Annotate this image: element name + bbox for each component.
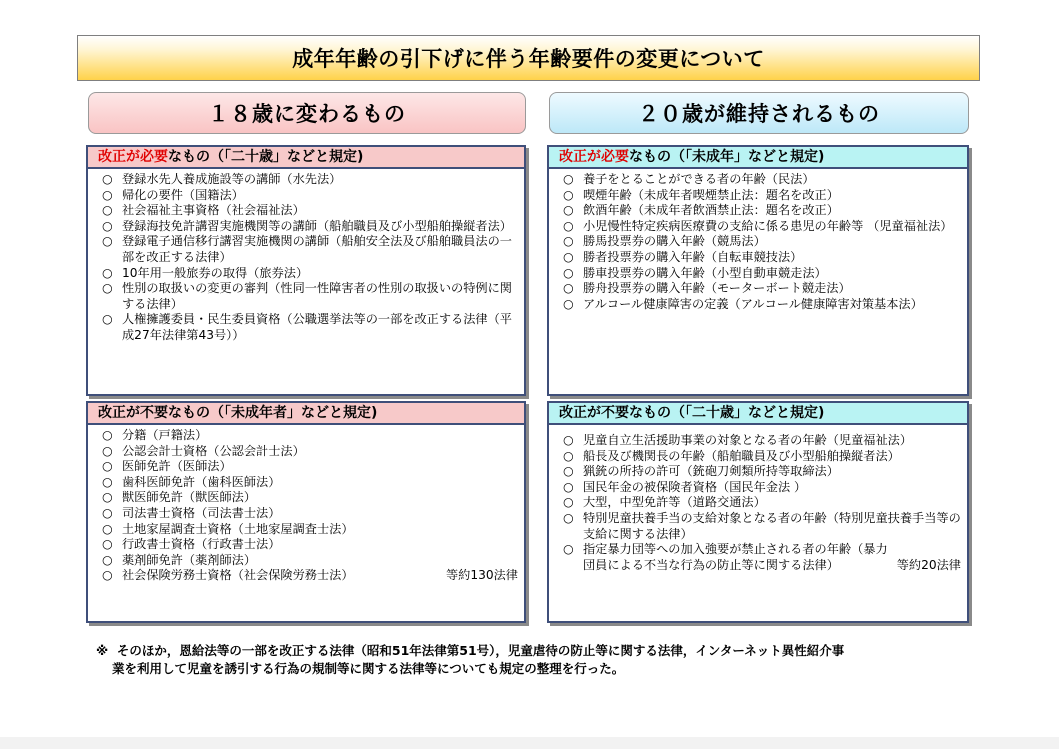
item-text: 性別の取扱いの変更の審判（性同一性障害者の性別の取扱いの特例に関する法律） [122,281,512,311]
list-item [102,522,518,538]
page-title: 成年年齢の引下げに伴う年齢要件の変更について [77,35,980,81]
item-text: 登録水先人養成施設等の講師（水先法） [122,172,342,186]
list-item [563,495,961,511]
right-column-header: ２０歳が維持されるもの [549,92,969,134]
item-text: 飲酒年齢（未成年者飲酒禁止法：題名を改正） [583,203,839,218]
list-item [563,449,961,465]
bullet-circle: ○ [563,249,574,264]
bullet-circle: ○ [563,542,574,557]
list-item [102,428,518,444]
item-text: 獣医師免許（獣医師法） [122,490,257,505]
item-text: 勝者投票券の購入年齢（自転車競技法） [583,249,803,264]
list-item [563,511,961,542]
footnote-line: 業を利用して児童を誘引する行為の規制等に関する法律等についても規定の整理を行った。 [112,661,625,676]
list-item [563,297,961,313]
list-item [563,219,961,235]
panel-18-amend-required [86,145,526,396]
item-text: 社会保険労務士資格（社会保険労務士法） [122,568,354,583]
footnote-line [96,642,976,660]
heading-text: なもの（「未成年」などと規定) [629,149,825,165]
bullet-circle: ○ [102,203,113,218]
bullet-circle: ○ [102,552,113,567]
bullet-circle: ○ [102,568,113,583]
list-item [102,234,518,265]
panel-heading [88,147,524,169]
item-tail-note: 等約130法律 [445,568,518,583]
item-text: 帰化の要件（国籍法） [122,187,244,202]
item-list [549,425,967,573]
item-text: 登録電子通信移行講習実施機関の講師（船舶安全法及び船舶職員法の一部を改正する法律） [122,234,512,264]
bullet-circle: ○ [102,265,113,280]
heading-text: なもの（「二十歳」などと規定) [168,149,364,165]
bullet-circle: ○ [563,433,574,447]
item-text: 小児慢性特定疾病医療費の支給に係る患児の年齢等 （児童福祉法） [583,218,953,233]
list-item [102,475,518,491]
bullet-circle: ○ [102,172,113,186]
bullet-circle: ○ [563,234,574,249]
list-item [102,266,518,282]
list-item [563,203,961,219]
item-text: 歯科医師免許（歯科医師法） [122,474,281,489]
list-item [563,188,961,204]
bullet-circle: ○ [102,443,113,458]
list-item [102,203,518,219]
left-column-header: １８歳に変わるもの [88,92,526,134]
list-item [563,542,961,573]
bullet-circle: ○ [102,281,113,296]
list-item [563,464,961,480]
bullet-circle: ○ [563,218,574,233]
list-item [102,568,518,584]
panel-20-amend-not-required [547,401,969,623]
heading-emphasis: 改正が必要 [559,149,629,165]
panel-heading: 改正が不要なもの（「未成年者」などと規定) [88,403,524,425]
bullet-circle: ○ [102,234,113,249]
list-item [563,234,961,250]
item-list [88,425,524,584]
bullet-circle: ○ [563,281,574,296]
bullet-circle: ○ [563,172,574,186]
item-text: 養子をとることができる者の年齢（民法） [583,172,815,186]
bullet-circle: ○ [563,495,574,510]
item-text: 土地家屋調査士資格（土地家屋調査士法） [122,521,354,536]
item-list [549,169,967,312]
list-item [102,537,518,553]
bullet-circle: ○ [563,296,574,311]
list-item [563,266,961,282]
bullet-circle: ○ [563,464,574,479]
item-text: アルコール健康障害の定義（アルコール健康障害対策基本法） [583,296,923,311]
panel-20-amend-required [547,145,969,396]
list-item [102,553,518,569]
panel-18-amend-not-required [86,401,526,623]
item-list [88,169,524,344]
bullet-circle: ○ [563,510,574,525]
list-item [563,250,961,266]
bullet-circle: ○ [102,428,113,442]
list-item [102,444,518,460]
list-item [102,188,518,204]
item-text: 児童自立生活援助事業の対象となる者の年齢（児童福祉法） [583,433,913,447]
bullet-circle: ○ [102,521,113,536]
list-item [102,172,518,188]
item-text: 社会福祉主事資格（社会福祉法） [122,203,305,218]
bullet-circle: ○ [102,537,113,552]
item-text: 勝車投票券の購入年齢（小型自動車競走法） [583,265,827,280]
item-text: 国民年金の被保険者資格（国民年金法 ） [583,479,807,494]
item-text: 登録海技免許講習実施機関等の講師（船舶職員及び小型船舶操縦者法） [122,218,512,233]
item-text: 10年用一般旅券の取得（旅券法） [122,265,309,280]
item-text: 司法書士資格（司法書士法） [122,505,281,520]
item-tail-note: 等約20法律 [896,557,961,572]
list-item [102,459,518,475]
list-item [102,490,518,506]
item-text: 指定暴力団等への加入強要が禁止される者の年齢（暴力団員による不当な行為の防止等に関する法律） [583,542,888,572]
list-item [563,281,961,297]
item-text: 薬剤師免許（薬剤師法） [122,552,257,567]
item-text: 喫煙年齢（未成年者喫煙禁止法：題名を改正） [583,187,839,202]
item-text: 分籍（戸籍法） [122,428,208,442]
list-item [102,506,518,522]
bullet-circle: ○ [102,474,113,489]
item-text: 勝舟投票券の購入年齢（モーターボート競走法） [583,281,851,296]
bullet-circle: ○ [563,479,574,494]
item-text: 行政書士資格（行政書士法） [122,537,281,552]
bullet-circle: ○ [102,218,113,233]
item-text: 公認会計士資格（公認会計士法） [122,443,305,458]
list-item [102,219,518,235]
item-text: 勝馬投票券の購入年齢（競馬法） [583,234,766,249]
footnote [96,642,976,678]
footnote-mark: ※ [96,643,109,658]
bullet-circle: ○ [102,187,113,202]
panel-heading: 改正が不要なもの（「二十歳」などと規定) [549,403,967,425]
item-text: 猟銃の所持の許可（銃砲刀剣類所持等取締法） [583,464,839,479]
heading-emphasis: 改正が必要 [98,149,168,165]
bullet-circle: ○ [102,505,113,520]
item-text: 医師免許（医師法） [122,459,232,474]
bullet-circle: ○ [563,203,574,218]
item-text: 特別児童扶養手当の支給対象となる者の年齢（特別児童扶養手当等の支給に関する法律） [583,510,961,541]
bullet-circle: ○ [102,490,113,505]
list-item [102,281,518,312]
item-text: 人権擁護委員・民生委員資格（公職選挙法等の一部を改正する法律（平成27年法律第43号）） [122,312,512,342]
bullet-circle: ○ [563,265,574,280]
bullet-circle: ○ [563,187,574,202]
list-item [102,312,518,343]
bottom-strip [0,737,1059,749]
list-item [563,172,961,188]
bullet-circle: ○ [563,448,574,463]
bullet-circle: ○ [102,312,113,327]
item-text: 船長及び機関長の年齢（船舶職員及び小型船舶操縦者法） [583,448,900,463]
list-item [563,433,961,449]
bullet-circle: ○ [102,459,113,474]
footnote-text: そのほか，恩給法等の一部を改正する法律（昭和51年法律第51号），児童虐待の防止等に関する法律，インターネット異性紹介事 [116,643,845,658]
panel-heading [549,147,967,169]
item-text: 大型，中型免許等（道路交通法） [583,495,766,510]
list-item [563,480,961,496]
